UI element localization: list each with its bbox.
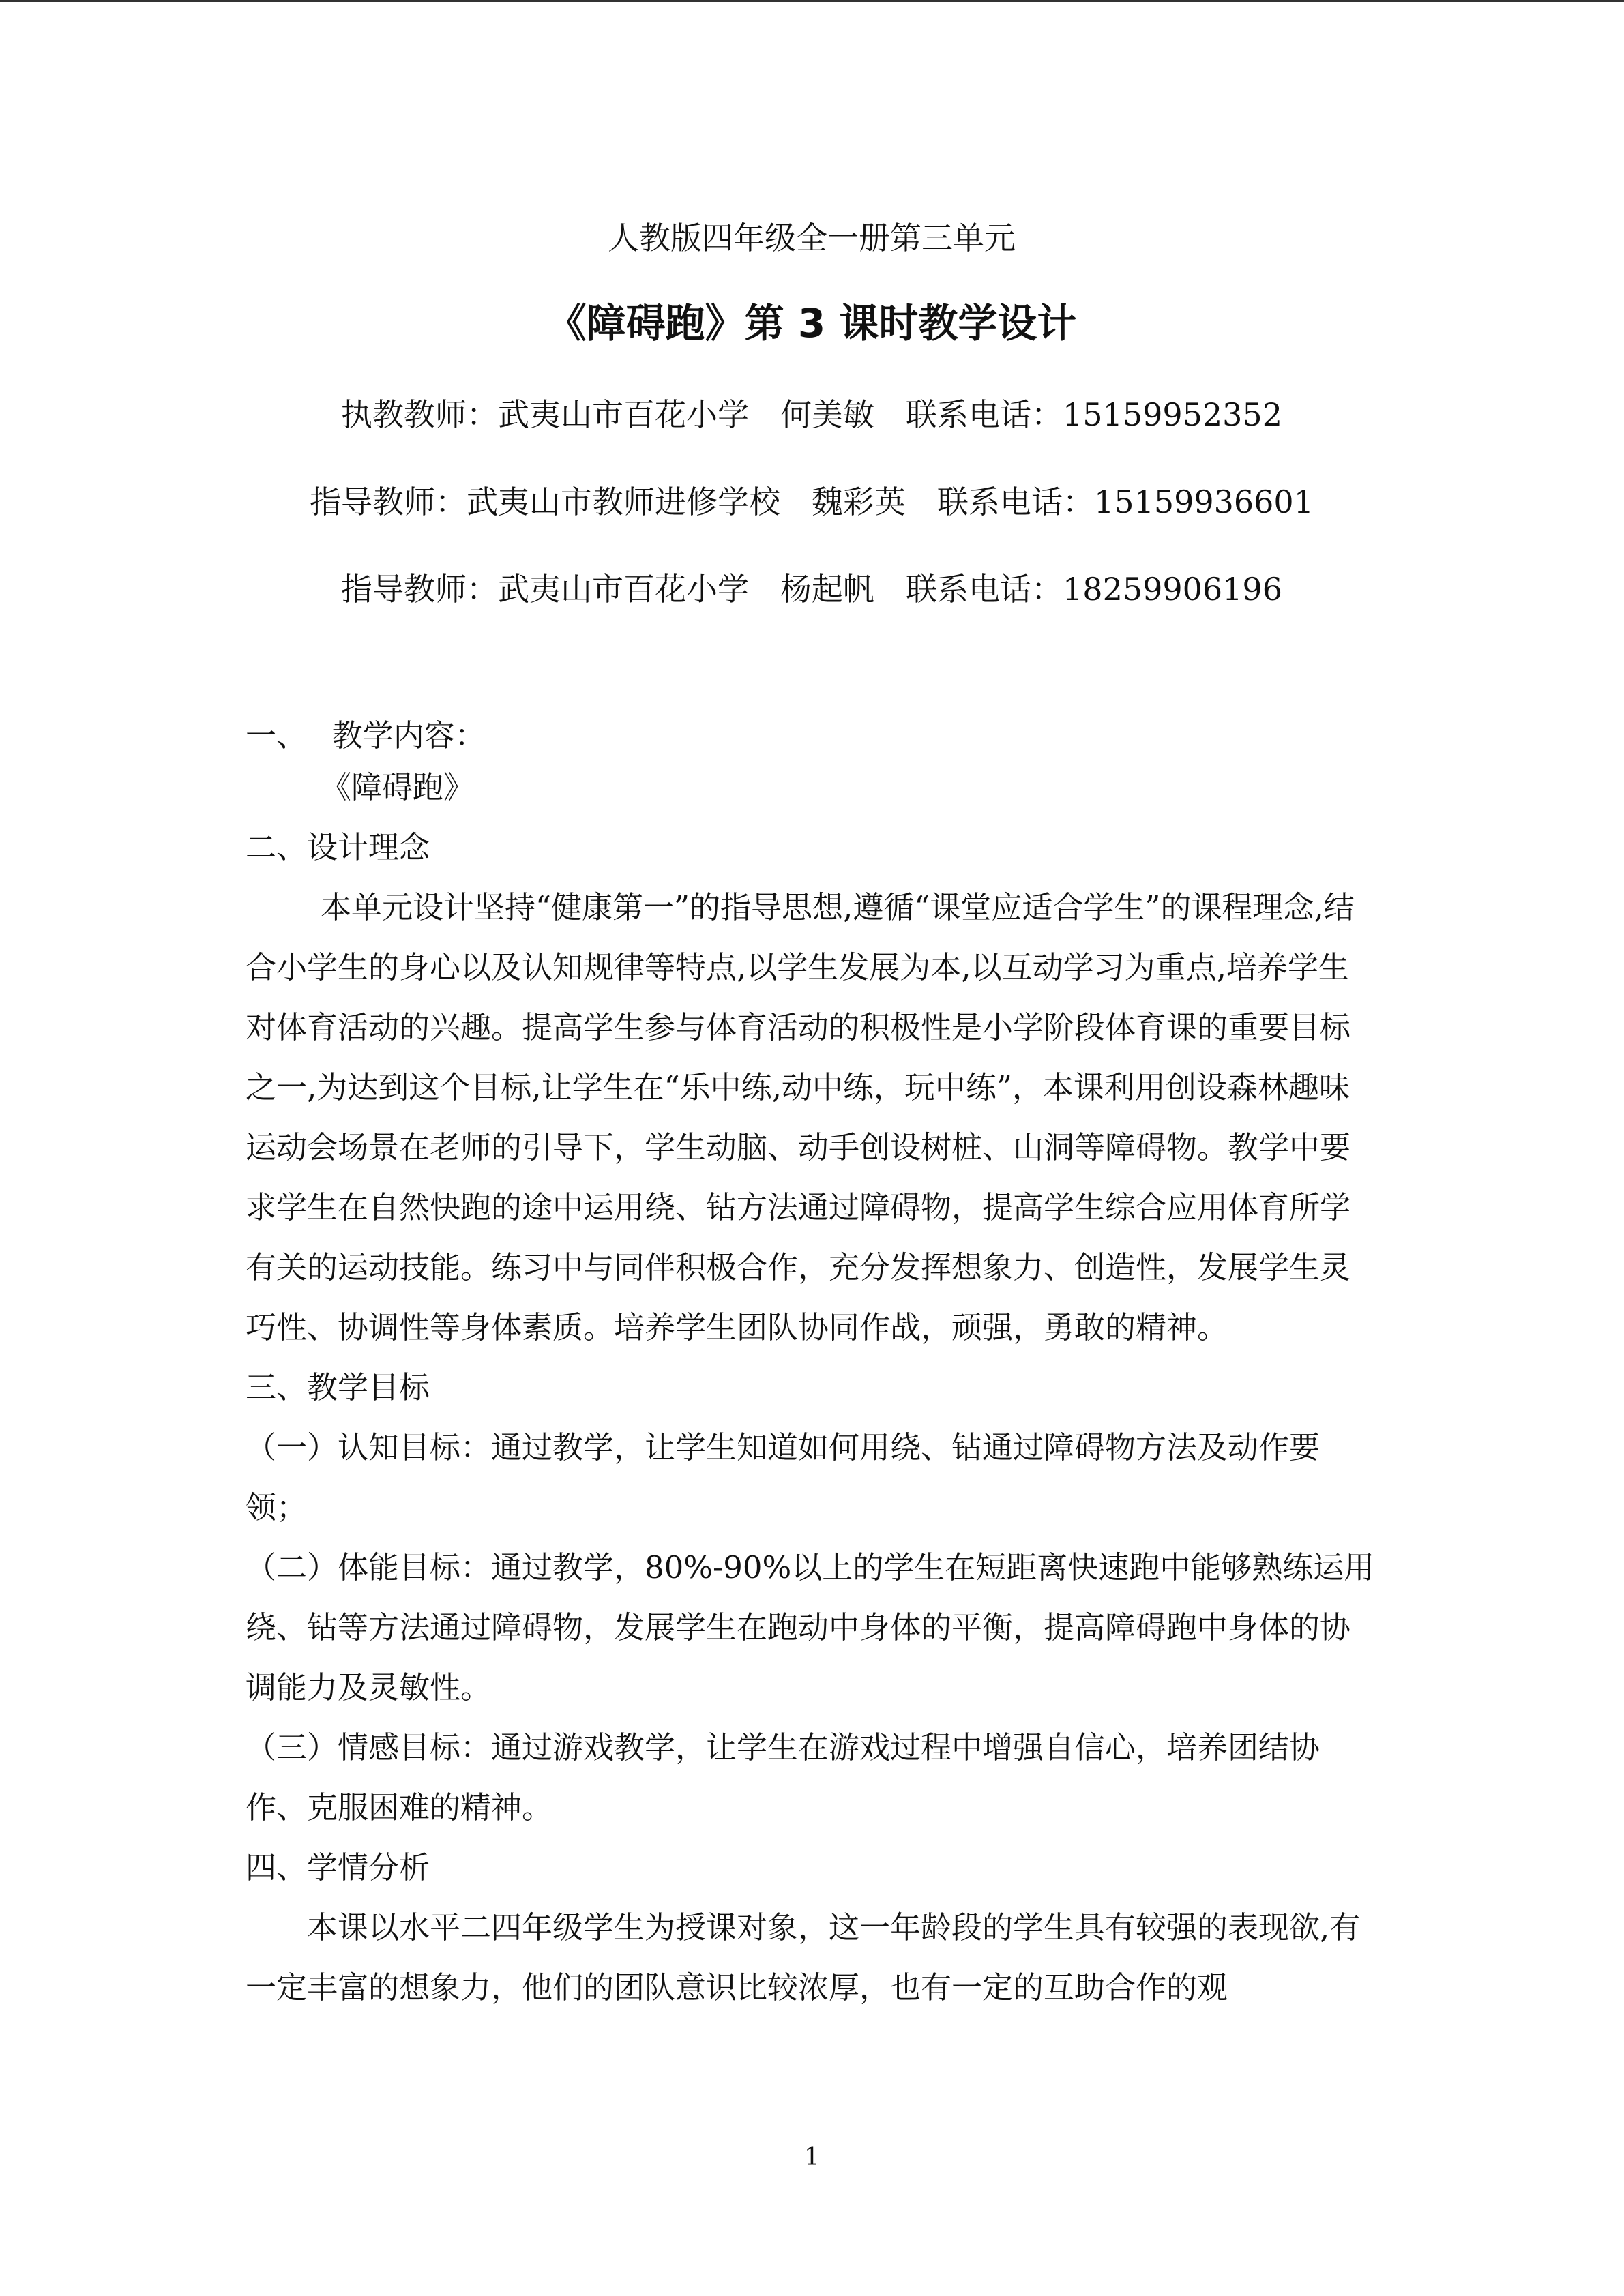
section-content-topic: 《障碍跑》	[321, 769, 475, 805]
page-number: 1	[804, 2143, 820, 2171]
goal-physical: （二）体能目标：通过教学，80%-90%以上的学生在短距离快速跑中能够熟练运用绕、钻等方法通过障碍物，发展学生在跑动中身体的平衡，提高障碍跑中身体的协调能力及灵敏性。	[246, 1549, 1375, 1705]
goal-emotional: （三）情感目标：通过游戏教学，让学生在游戏过程中增强自信心，培养团结协作、克服困难的精神。	[246, 1729, 1320, 1825]
analysis-paragraph: 本课以水平二四年级学生为授课对象，这一年龄段的学生具有较强的表现欲,有一定丰富的想象力，他们的团队意识比较浓厚，也有一定的互助合作的观	[246, 1909, 1361, 2006]
design-paragraph: 本单元设计坚持“健康第一”的指导思想,遵循“课堂应适合学生”的课程理念,结合小学生的身心以及认知规律等特点,以学生发展为本,以互动学习为重点,培养学生对体育活动的兴趣。提高学生参与体育活动的积极性是小学阶段体育课的重要目标之一,为达到这个目标,让学生在“乐中练,动中练，玩中练”，本课利用创设森林趣味运动会场景在老师的引导下，学生动脑、动手创设树桩、山洞等障碍物。教学中要求学生在自然快跑的途中运用绕、钻方法通过障碍物，提高学生综合应用体育所学有关的运动技能。练习中与同伴积极合作，充分发挥想象力、创造性，发展学生灵巧性、协调性等身体素质。培养学生团队协同作战，顽强，勇敢的精神。	[246, 889, 1355, 1345]
goal-cognitive: （一）认知目标：通过教学，让学生知道如何用绕、钻通过障碍物方法及动作要领；	[246, 1429, 1320, 1525]
section-heading-content: 一、 教学内容：	[246, 717, 486, 754]
section-heading-analysis: 四、学情分析	[246, 1849, 430, 1885]
content-body	[246, 706, 1378, 2018]
advisor-line-2: 指导教师：武夷山市百花小学 杨起帆 联系电话：18259906196	[341, 571, 1282, 608]
unit-line: 人教版四年级全一册第三单元	[608, 220, 1016, 256]
teacher-line: 执教教师：武夷山市百花小学 何美敏 联系电话：15159952352	[341, 396, 1282, 433]
page-title: 《障碍跑》第 3 课时教学设计	[546, 300, 1077, 346]
section-heading-goals: 三、教学目标	[246, 1369, 430, 1405]
advisor-line-1: 指导教师：武夷山市教师进修学校 魏彩英 联系电话：15159936601	[310, 483, 1314, 520]
section-heading-design: 二、设计理念	[246, 829, 430, 865]
